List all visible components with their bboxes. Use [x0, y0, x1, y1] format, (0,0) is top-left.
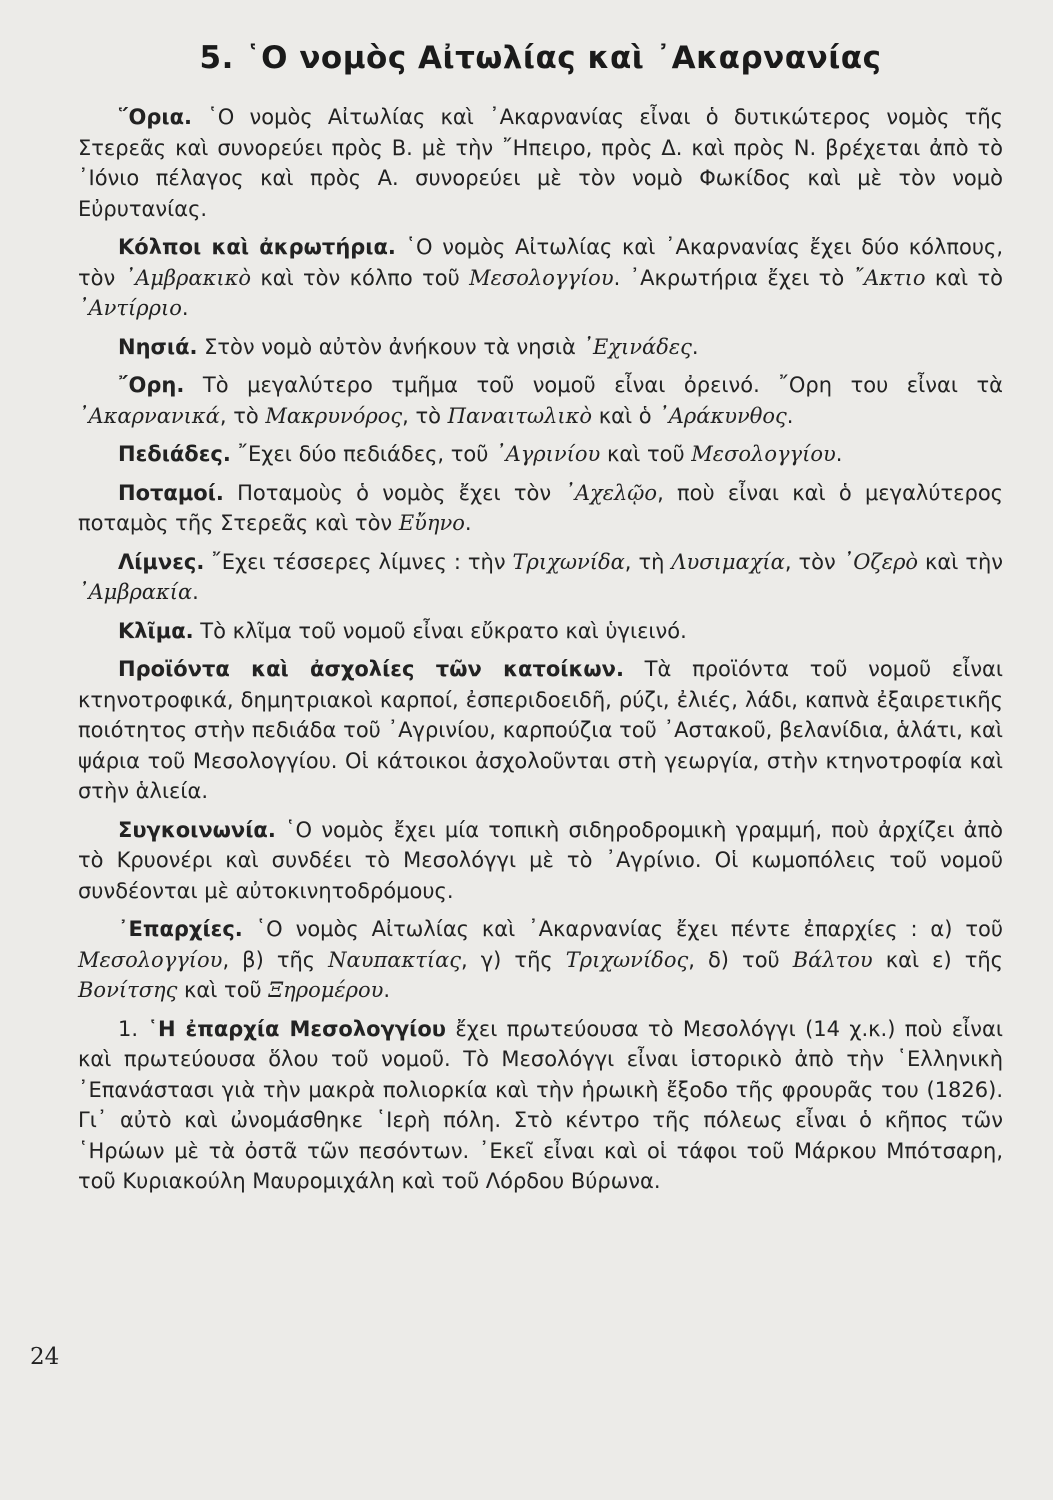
place-name: ᾿Αμβρακικὸ [124, 265, 251, 290]
heading-pediades: Πεδιάδες. [118, 442, 231, 466]
text: . [835, 442, 843, 466]
heading-mesolongi: ῾Η ἐπαρχία Μεσολογγίου [147, 1016, 446, 1041]
text: ῾Ο νομὸς Αἰτωλίας καὶ ᾿Ακαρνανίας ἔχει δύο κόλπους, τὸν [78, 235, 1003, 290]
text: , ποὺ εἶναι καὶ ὁ μεγαλύτερος ποταμὸς τῆς Στερεᾶς καὶ τὸν [78, 480, 1004, 535]
place-name: ᾿Αντίρριο [78, 296, 182, 320]
item-number: 1. [118, 1016, 139, 1041]
text: ῾Ο νομὸς Αἰτωλίας καὶ ᾿Ακαρνανίας ἔχει πέντε ἐπαρχίες : α) τοῦ [242, 917, 1003, 941]
text: ἔχει πρωτεύουσα τὸ Μεσολόγγι (14 χ.κ.) ποὺ εἶναι καὶ πρωτεύουσα ὅλου τοῦ νομοῦ. Τὸ Μεσολόγγι εἶναι ἱστορικὸ ἀπὸ τὴν ῾Ελληνικὴ ᾿Επανάστασι γιὰ τὴν μακρὰ πολιορκία καὶ τὴν ἡρωικὴ ἔξοδο τῆς φρουρᾶς του (1826). Γι᾿ αὐτὸ καὶ ὠνομάσθηκε ῾Ιερὴ πόλη. Στὸ κέντρο τῆς πόλεως εἶναι ὁ κῆπος τῶν ῾Ηρώων μὲ τὰ ὀστᾶ τῶν πεσόντων. ᾿Εκεῖ εἶναι καὶ οἱ τάφοι τοῦ Μάρκου Μπότσαρη, τοῦ Κυριακούλη Μαυρομιχάλη καὶ τοῦ Λόρδου Βύρωνα. [78, 1016, 1003, 1193]
text: , δ) τοῦ [688, 947, 793, 972]
text: , γ) τῆς [461, 947, 566, 972]
place-name: Παναιτωλικὸ [447, 403, 593, 428]
heading-eparchies: ᾿Επαρχίες. [118, 917, 243, 941]
paragraph-klima [78, 616, 1003, 647]
place-name: Ναυπακτίας [328, 947, 462, 972]
text: Τὸ κλῖμα τοῦ νομοῦ εἶναι εὔκρατο καὶ ὑγιεινό. [193, 618, 687, 643]
text: Ποταμοὺς ὁ νομὸς ἔχει τὸν [223, 480, 565, 505]
place-name: ᾿Αχελῷο [564, 480, 658, 505]
place-name: Βάλτου [792, 947, 873, 972]
text: ῾Ο νομὸς ἔχει μία τοπικὴ σιδηροδρομικὴ γραμμή, ποὺ ἀρχίζει ἀπὸ τὸ Κρυονέρι καὶ συνδέει τὸ Μεσολόγγι μὲ τὸ ᾿Αγρίνιο. Οἱ κωμοπόλεις τοῦ νομοῦ συνδέονται μὲ αὐτοκινητοδρόμους. [78, 817, 1003, 903]
place-name: ᾿Ακαρνανικά [78, 403, 220, 428]
heading-ori: ῎Ορη. [118, 373, 185, 397]
place-name: Τριχωνίδος [565, 947, 689, 972]
text: Τὰ προϊόντα τοῦ νομοῦ εἶναι κτηνοτροφικά, δημητριακοὶ καρποί, ἐσπεριδοειδῆ, ρύζι, ἐλιές, λάδι, καπνὰ ἐξαιρετικῆς ποιότητος στὴν πεδιάδα τοῦ ᾿Αγρινίου, καρπούζια τοῦ ᾿Αστακοῦ, βελανίδια, ἁλάτι, καὶ ψάρια τοῦ Μεσολογγίου. Οἱ κάτοικοι ἀσχολοῦνται στὴ γεωργία, στὴν κτηνοτροφία καὶ στὴν ἁλιεία. [78, 657, 1003, 803]
text: . [691, 334, 699, 359]
paragraph-proionta [78, 654, 1003, 807]
text: . [192, 580, 199, 604]
text: ῎Εχει δύο πεδιάδες, τοῦ [230, 442, 496, 466]
paragraph-mesolongi [78, 1014, 1003, 1197]
text: καὶ τοῦ [177, 978, 269, 1002]
page-number: 24 [30, 1344, 60, 1370]
place-name: ᾿Αμβρακία [78, 580, 193, 604]
paragraph-kolpoi [78, 232, 1003, 324]
text: , τὸ [402, 403, 448, 428]
place-name: Μακρυνόρος [265, 403, 403, 428]
paragraph-limnes [78, 547, 1003, 608]
place-name: Μεσολογγίου [78, 947, 223, 972]
paragraph-ori [78, 370, 1003, 431]
place-name: ᾿Οζερὸ [842, 549, 919, 574]
place-name: Βονίτσης [78, 978, 178, 1002]
place-name: ῎Ακτιο [853, 265, 926, 290]
place-name: Εὔηνο [398, 511, 465, 535]
paragraph-oria [78, 102, 1003, 224]
text: ῎Εχει τέσσερες λίμνες : τὴν [204, 549, 513, 574]
place-name: Λυσιμαχία [671, 549, 785, 574]
heading-limnes: Λίμνες. [118, 549, 205, 574]
text: καὶ ε) τῆς [872, 947, 1003, 972]
text: . [383, 978, 391, 1002]
paragraph-nisia [78, 332, 1003, 363]
text: . [181, 296, 189, 320]
place-name: ᾿Αράκυνθος [658, 403, 787, 428]
heading-potamoi: Ποταμοί. [118, 480, 224, 505]
heading-oria: ῞Ορια. [118, 105, 192, 129]
text: , τὸ [219, 403, 266, 428]
place-name: Μεσολογγίου [691, 442, 836, 466]
place-name: Τριχωνίδα [512, 549, 625, 574]
text: , τὴ [624, 549, 672, 574]
place-name: ᾿Εχινάδες [582, 334, 692, 359]
text: . [464, 511, 472, 535]
paragraph-sygkoinonia [78, 815, 1003, 907]
text: καὶ τοῦ [600, 442, 692, 466]
paragraph-potamoi [78, 478, 1003, 539]
place-name: Ξηρομέρου [268, 978, 384, 1002]
heading-nisia: Νησιά. [118, 334, 198, 359]
heading-proionta: Προϊόντα καὶ ἀσχολίες τῶν κατοίκων. [118, 657, 624, 681]
place-name: ᾿Αγρινίου [495, 442, 601, 466]
text: , τὸν [784, 549, 843, 574]
heading-kolpoi: Κόλποι καὶ ἀκρωτήρια. [118, 235, 396, 259]
heading-klima: Κλῖμα. [118, 618, 194, 643]
text: . [786, 403, 794, 428]
text: ῾Ο νομὸς Αἰτωλίας καὶ ᾿Ακαρνανίας εἶναι ὁ δυτικώτερος νομὸς τῆς Στερεᾶς καὶ συνορεύει πρὸς Β. μὲ τὴν ῎Ηπειρο, πρὸς Δ. καὶ πρὸς Ν. βρέχεται ἀπὸ τὸ ᾿Ιόνιο πέλαγος καὶ πρὸς Α. συνορεύει μὲ τὸν νομὸ Φωκίδος καὶ μὲ τὸν νομὸ Εὐρυτανίας. [78, 105, 1003, 221]
text: καὶ ὁ [592, 403, 659, 428]
paragraph-pediades [78, 439, 1003, 470]
text: καὶ τὸν κόλπο τοῦ [251, 265, 470, 290]
text: Τὸ μεγαλύτερο τμῆμα τοῦ νομοῦ εἶναι ὀρεινό. ῎Ορη του εἶναι τὰ [184, 373, 1003, 397]
paragraph-eparchies [78, 914, 1003, 1006]
place-name: Μεσολογγίου [469, 265, 614, 290]
text: καὶ τὸ [925, 265, 1004, 290]
text: Στὸν νομὸ αὐτὸν ἀνήκουν τὰ νησιὰ [197, 334, 583, 359]
text: , β) τῆς [222, 947, 329, 972]
heading-sygkoinonia: Συγκοινωνία. [118, 817, 276, 842]
page-title: 5. ῾Ο νομὸς Αἰτωλίας καὶ ᾿Ακαρνανίας [199, 40, 882, 76]
text: . ᾿Ακρωτήρια ἔχει τὸ [613, 265, 854, 290]
text: καὶ τὴν [918, 549, 1004, 574]
